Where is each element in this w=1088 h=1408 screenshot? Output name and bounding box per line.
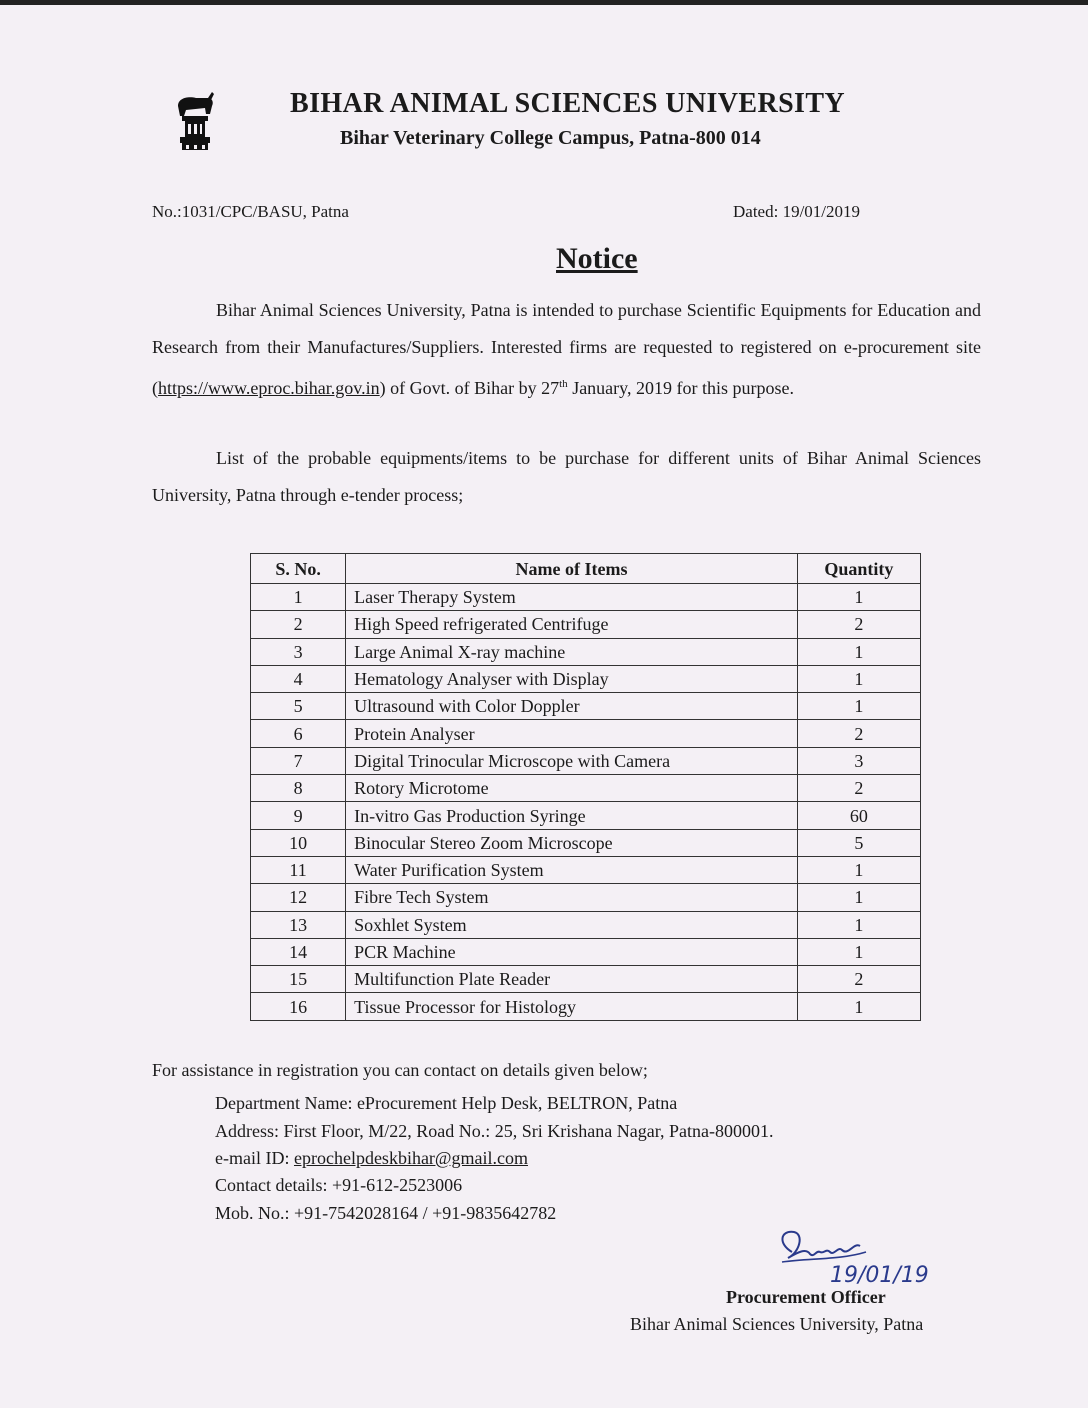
cell-sno: 16: [251, 993, 346, 1020]
cell-qty: 1: [797, 856, 920, 883]
cell-name: Soxhlet System: [346, 911, 798, 938]
intro-text-before: Bihar Animal Sciences University, Patna is intended to purchase Scientific Equipments for Education and Research from their Manufactures/Suppliers. Interested firms are requested to registered on e-procurement site (: [152, 300, 981, 398]
table-row: [251, 856, 921, 883]
cell-sno: 14: [251, 938, 346, 965]
cell-sno: 13: [251, 911, 346, 938]
table-header-row: [251, 554, 921, 584]
table-row: [251, 720, 921, 747]
notice-title: Notice: [556, 242, 638, 275]
cell-qty: 2: [797, 775, 920, 802]
cell-qty: 1: [797, 693, 920, 720]
cell-sno: 11: [251, 856, 346, 883]
notice-date: Dated: 19/01/2019: [733, 202, 861, 221]
cell-qty: 1: [797, 665, 920, 692]
cell-name: Hematology Analyser with Display: [346, 665, 798, 692]
cell-sno: 12: [251, 884, 346, 911]
table-row: [251, 884, 921, 911]
cell-qty: 1: [797, 638, 920, 665]
cell-qty: 2: [797, 720, 920, 747]
email-label: e-mail ID:: [215, 1148, 294, 1168]
reference-number: No.:1031/CPC/BASU, Patna: [152, 202, 349, 221]
table-row: [251, 802, 921, 829]
officer-organization: Bihar Animal Sciences University, Patna: [630, 1314, 924, 1334]
table-row: [251, 665, 921, 692]
cell-name: Tissue Processor for Histology: [346, 993, 798, 1020]
table-row: [251, 638, 921, 665]
notice-paragraph-intro: [152, 292, 981, 407]
cell-name: Rotory Microtome: [346, 775, 798, 802]
cell-name: Binocular Stereo Zoom Microscope: [346, 829, 798, 856]
university-address: Bihar Veterinary College Campus, Patna-800 014: [340, 127, 761, 149]
helpdesk-mobile: Mob. No.: +91-7542028164 / +91-9835642782: [215, 1203, 557, 1223]
cell-qty: 3: [797, 747, 920, 774]
table-row: [251, 993, 921, 1020]
cell-sno: 2: [251, 611, 346, 638]
header-qty: Quantity: [797, 554, 920, 584]
helpdesk-email-link[interactable]: eprochelpdeskbihar@gmail.com: [293, 1148, 528, 1168]
header-sno: S. No.: [251, 554, 346, 584]
cell-sno: 5: [251, 693, 346, 720]
helpdesk-address: Address: First Floor, M/22, Road No.: 25, Sri Krishana Nagar, Patna-800001.: [215, 1121, 774, 1141]
eproc-site-link[interactable]: https://www.eproc.bihar.gov.in: [158, 378, 380, 398]
cell-qty: 1: [797, 584, 920, 611]
date-superscript: th: [559, 378, 568, 390]
cell-sno: 9: [251, 802, 346, 829]
cell-name: Water Purification System: [346, 856, 798, 883]
cell-name: In-vitro Gas Production Syringe: [346, 802, 798, 829]
cell-name: Large Animal X-ray machine: [346, 638, 798, 665]
scan-top-edge: [0, 0, 1088, 5]
cell-name: High Speed refrigerated Centrifuge: [346, 611, 798, 638]
table-row: [251, 584, 921, 611]
cell-qty: 1: [797, 911, 920, 938]
cell-qty: 2: [797, 611, 920, 638]
intro-text-mid: ) of Govt. of Bihar by 27: [379, 378, 560, 398]
cell-sno: 7: [251, 747, 346, 774]
table-row: [251, 775, 921, 802]
cell-sno: 4: [251, 665, 346, 692]
university-logo-icon: [172, 92, 216, 152]
cell-qty: 5: [797, 829, 920, 856]
cell-name: Protein Analyser: [346, 720, 798, 747]
cell-sno: 10: [251, 829, 346, 856]
header-name: Name of Items: [346, 554, 798, 584]
cell-qty: 1: [797, 938, 920, 965]
notice-paragraph-list: List of the probable equipments/items to be purchase for different units of Bihar Animal Sciences University, Patna through e-tender process;: [152, 448, 981, 505]
cell-sno: 6: [251, 720, 346, 747]
handwritten-signature: [770, 1222, 929, 1292]
cell-sno: 8: [251, 775, 346, 802]
cell-name: Multifunction Plate Reader: [346, 966, 798, 993]
cell-qty: 1: [797, 993, 920, 1020]
cell-qty: 1: [797, 884, 920, 911]
officer-title: Procurement Officer: [726, 1287, 886, 1307]
university-name: BIHAR ANIMAL SCIENCES UNIVERSITY: [290, 88, 846, 119]
cell-sno: 15: [251, 966, 346, 993]
cell-name: Fibre Tech System: [346, 884, 798, 911]
table-row: [251, 747, 921, 774]
cell-qty: 60: [797, 802, 920, 829]
table-row: [251, 938, 921, 965]
cell-sno: 1: [251, 584, 346, 611]
table-row: [251, 611, 921, 638]
cell-name: Digital Trinocular Microscope with Camera: [346, 747, 798, 774]
helpdesk-department: Department Name: eProcurement Help Desk, BELTRON, Patna: [215, 1093, 678, 1113]
cell-name: PCR Machine: [346, 938, 798, 965]
cell-name: Ultrasound with Color Doppler: [346, 693, 798, 720]
table-row: [251, 911, 921, 938]
table-row: [251, 693, 921, 720]
helpdesk-email-line: [215, 1148, 528, 1169]
table-row: [251, 966, 921, 993]
table-body: [251, 584, 921, 1021]
cell-name: Laser Therapy System: [346, 584, 798, 611]
signature-date: 19/01/19: [830, 1263, 929, 1288]
helpdesk-phone: Contact details: +91-612-2523006: [215, 1175, 463, 1195]
assistance-intro: For assistance in registration you can contact on details given below;: [152, 1060, 648, 1080]
table-row: [251, 829, 921, 856]
cell-qty: 2: [797, 966, 920, 993]
cell-sno: 3: [251, 638, 346, 665]
items-table: [250, 553, 921, 1021]
intro-text-after: January, 2019 for this purpose.: [567, 378, 794, 398]
